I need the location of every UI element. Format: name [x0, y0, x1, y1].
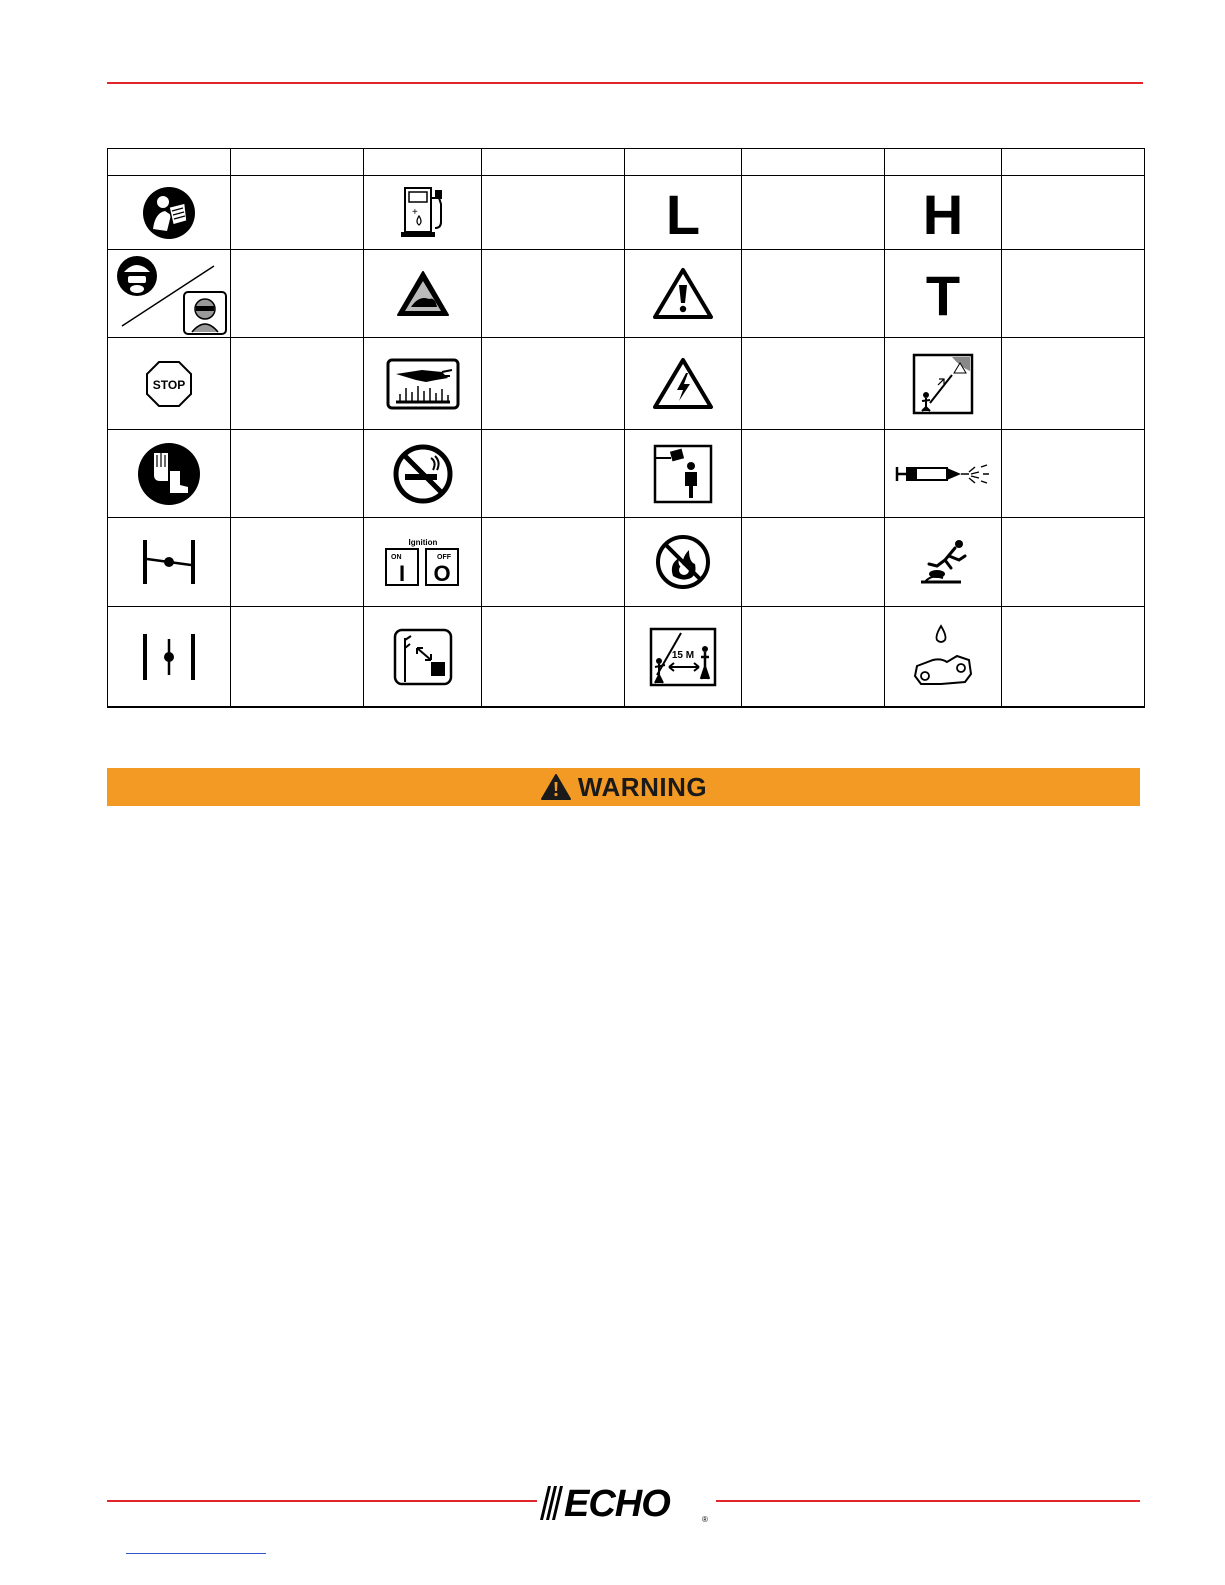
keep-15m-distance-icon — [649, 627, 717, 687]
symbol-cell — [625, 607, 742, 707]
header-cell — [885, 149, 1002, 176]
symbol-cell — [364, 250, 482, 338]
high-speed-H-icon — [921, 187, 965, 239]
echo-logo — [534, 1480, 718, 1524]
description-cell — [742, 518, 885, 607]
choke-closed-icon — [141, 537, 197, 587]
slippery-fall-icon — [915, 538, 971, 586]
fuel-pump-icon — [397, 184, 449, 242]
footer-rule-right — [716, 1500, 1140, 1502]
letter-L: L — [665, 186, 701, 239]
symbol-cell — [885, 430, 1002, 518]
distance-text: 15 M — [671, 649, 695, 661]
table-header-row — [108, 149, 1145, 176]
symbol-cell — [108, 250, 231, 338]
description-cell — [1002, 518, 1145, 607]
symbol-cell — [364, 176, 482, 250]
symbol-cell — [625, 518, 742, 607]
idle-T-icon — [921, 268, 965, 320]
description-cell — [742, 338, 885, 430]
symbol-cell — [108, 607, 231, 707]
symbol-cell — [885, 607, 1002, 707]
description-cell — [482, 176, 625, 250]
description-cell — [482, 607, 625, 707]
description-cell — [231, 338, 364, 430]
ignition-off-label: OFF — [436, 554, 451, 562]
symbol-cell — [108, 176, 231, 250]
warning-triangle-icon — [652, 267, 714, 321]
description-cell — [231, 176, 364, 250]
description-cell — [742, 176, 885, 250]
symbol-cell — [108, 338, 231, 430]
warning-label: WARNING — [577, 771, 708, 802]
symbol-cell — [364, 518, 482, 607]
symbol-cell — [625, 176, 742, 250]
description-cell — [742, 430, 885, 518]
table-row — [108, 430, 1145, 518]
description-cell — [742, 607, 885, 707]
pole-clearance-icon — [393, 628, 453, 686]
symbol-cell — [625, 430, 742, 518]
description-cell — [231, 607, 364, 707]
logo-registered: ® — [702, 1515, 708, 1524]
symbol-cell — [625, 250, 742, 338]
hand-burn-hazard-icon — [386, 358, 460, 410]
fuel-injection-spray-icon — [895, 461, 991, 487]
header-cell — [742, 149, 885, 176]
symbol-cell — [364, 430, 482, 518]
description-cell — [231, 430, 364, 518]
ignition-title: Ignition — [408, 538, 437, 548]
table-row — [108, 250, 1145, 338]
symbol-cell — [108, 518, 231, 607]
hot-surface-icon — [395, 269, 451, 319]
description-cell — [482, 518, 625, 607]
header-cell — [482, 149, 625, 176]
description-cell — [231, 250, 364, 338]
header-cell — [625, 149, 742, 176]
symbol-cell — [364, 338, 482, 430]
warning-banner — [107, 768, 1140, 806]
stop-sign-icon — [144, 359, 194, 409]
ignition-on-symbol: I — [398, 561, 405, 587]
warning-icon — [540, 773, 572, 801]
description-cell — [482, 250, 625, 338]
choke-open-icon — [141, 631, 197, 683]
symbol-cell — [364, 607, 482, 707]
footer-rule-left — [107, 1500, 537, 1502]
header-rule — [107, 82, 1143, 84]
description-cell — [1002, 607, 1145, 707]
symbol-cell — [885, 250, 1002, 338]
footer-link-underline[interactable] — [126, 1553, 266, 1554]
gloves-boots-icon — [136, 441, 202, 507]
no-fire-icon — [655, 534, 711, 590]
symbol-cell — [885, 518, 1002, 607]
ignition-switch-icon — [382, 536, 464, 588]
description-cell — [231, 518, 364, 607]
symbol-cell — [885, 176, 1002, 250]
table-row — [108, 176, 1145, 250]
description-cell — [1002, 176, 1145, 250]
header-cell — [108, 149, 231, 176]
symbol-cell — [625, 338, 742, 430]
letter-T: T — [925, 267, 961, 320]
hard-hat-eye-ear-protection-icon — [110, 252, 228, 336]
header-cell — [364, 149, 482, 176]
thrown-object-icon — [653, 444, 713, 504]
symbol-cell — [885, 338, 1002, 430]
table-row — [108, 607, 1145, 707]
description-cell — [1002, 338, 1145, 430]
header-cell — [231, 149, 364, 176]
description-cell — [1002, 430, 1145, 518]
table-row — [108, 518, 1145, 607]
falling-object-icon — [912, 353, 974, 415]
description-cell — [482, 338, 625, 430]
stop-text: STOP — [152, 377, 186, 392]
read-manual-icon — [141, 185, 197, 241]
ignition-on-label: ON — [390, 554, 401, 562]
low-speed-L-icon — [663, 187, 703, 239]
description-cell — [742, 250, 885, 338]
table-row — [108, 338, 1145, 430]
header-cell — [1002, 149, 1145, 176]
description-cell — [482, 430, 625, 518]
description-cell — [1002, 250, 1145, 338]
electrocution-hazard-icon — [652, 357, 714, 411]
svg-text:+: + — [411, 206, 418, 218]
letter-H: H — [922, 186, 964, 239]
logo-text: ECHO — [564, 1483, 670, 1524]
ignition-off-symbol: O — [432, 561, 451, 587]
no-smoking-icon — [393, 444, 453, 504]
symbol-table — [107, 148, 1145, 708]
symbol-cell — [108, 430, 231, 518]
chain-oil-icon — [911, 622, 975, 692]
